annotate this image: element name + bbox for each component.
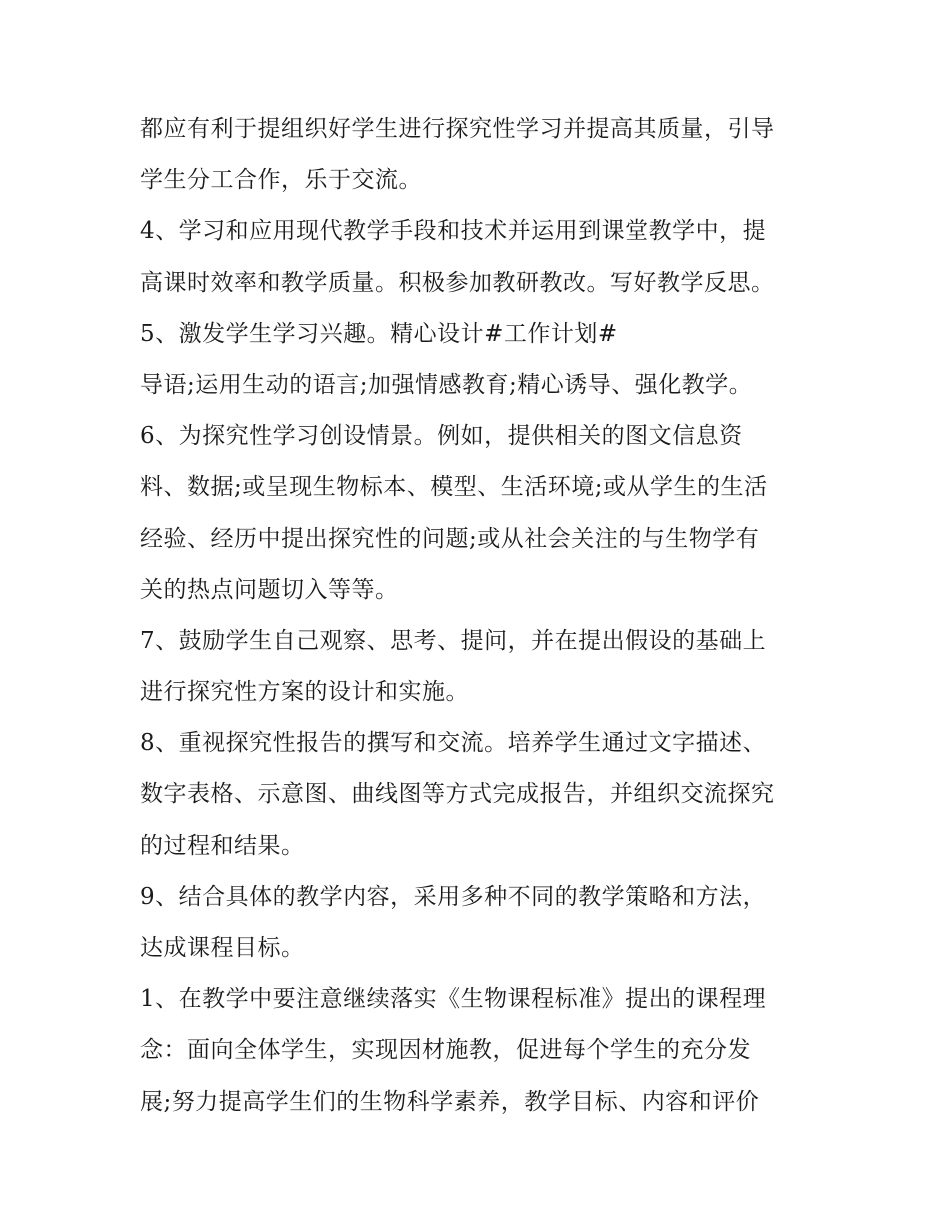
text-line: 学生分工合作，乐于交流。 [140, 167, 422, 194]
text-line: 进行探究性方案的设计和实施。 [140, 679, 469, 706]
text-line: 7、鼓励学生自己观察、思考、提问，并在提出假设的基础上 [140, 627, 767, 654]
text-line: 展;努力提高学生们的生物科学素养，教学目标、内容和评价 [140, 1088, 760, 1115]
text-line: 5、激发学生学习兴趣。精心设计#工作计划# [140, 320, 618, 347]
text-line: 9、结合具体的教学内容，采用多种不同的教学策略和方法， [140, 883, 767, 910]
text-line: 料、数据;或呈现生物标本、模型、生活环境;或从学生的生活 [140, 474, 768, 501]
text-line: 4、学习和应用现代教学手段和技术并运用到课堂教学中，提 [140, 218, 767, 245]
text-line: 数字表格、示意图、曲线图等方式完成报告，并组织交流探究 [140, 781, 775, 808]
text-line: 1、在教学中要注意继续落实《生物课程标准》提出的课程理 [140, 986, 767, 1013]
text-line: 念：面向全体学生，实现因材施教，促进每个学生的充分发 [140, 1037, 751, 1064]
text-line: 都应有利于提组织好学生进行探究性学习并提高其质量，引导 [140, 116, 775, 142]
document-body [140, 104, 830, 1128]
text-line: 导语;运用生动的语言;加强情感教育;精心诱导、强化教学。 [140, 371, 753, 398]
text-line: 达成课程目标。 [140, 935, 305, 961]
text-line: 关的热点问题切入等等。 [140, 576, 399, 603]
text-line: 高课时效率和教学质量。积极参加教研教改。写好教学反思。 [140, 269, 775, 296]
text-line: 的过程和结果。 [140, 832, 305, 859]
text-line: 6、为探究性学习创设情景。例如，提供相关的图文信息资 [140, 423, 743, 450]
text-line: 8、重视探究性报告的撰写和交流。培养学生通过文字描述、 [140, 730, 767, 757]
text-line: 经验、经历中提出探究性的问题;或从社会关注的与生物学有 [140, 525, 760, 552]
